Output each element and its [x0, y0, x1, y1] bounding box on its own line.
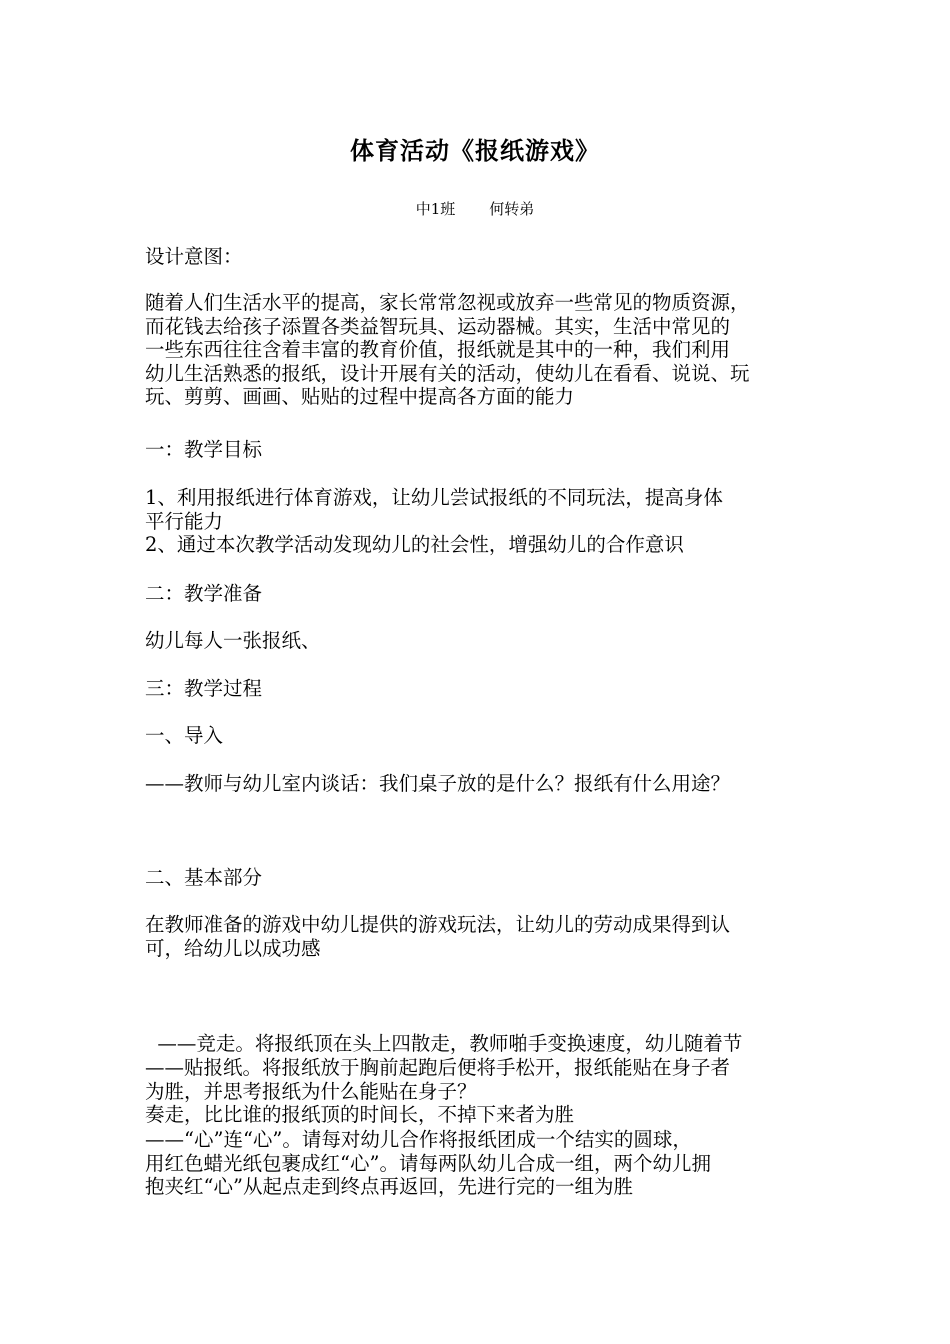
paragraph-line: 在教师准备的游戏中幼儿提供的游戏玩法，让幼儿的劳动成果得到认: [145, 913, 731, 936]
game-heart-to-heart: [145, 1128, 815, 1199]
paragraph-line: 而花钱去给孩子添置各类益智玩具、运动器械。其实，生活中常见的: [145, 314, 731, 338]
goal-list: [145, 486, 815, 557]
paragraph-line: 用红色蜡光纸包裹成红“心”。请每两队幼儿合成一组，两个幼儿拥: [145, 1151, 711, 1175]
basic-heading: 二、基本部分: [145, 866, 263, 889]
paragraph-line: 幼儿生活熟悉的报纸，设计开展有关的活动，使幼儿在看看、说说、玩: [145, 361, 750, 385]
byline: [0, 198, 950, 220]
paragraph-line: ——竞走。将报纸顶在头上四散走，教师啪手变换速度，幼儿随着节: [145, 1032, 743, 1055]
author-name: 何转弟: [489, 200, 535, 218]
document-title: 体育活动《报纸游戏》: [350, 136, 600, 165]
intro-text: ——教师与幼儿室内谈话：我们桌子放的是什么？报纸有什么用途？: [145, 772, 731, 795]
goal-item-line: 平行能力: [145, 509, 224, 533]
design-heading: 设计意图：: [145, 245, 243, 268]
paragraph-line: 为胜，并思考报纸为什么能贴在身子？: [145, 1079, 477, 1103]
game-stick-newspaper: [145, 1056, 815, 1103]
basic-paragraph: [145, 913, 815, 960]
paragraph-line: 随着人们生活水平的提高，家长常常忽视或放弃一些常见的物质资源，: [145, 291, 750, 314]
goal-heading: 一：教学目标: [145, 438, 263, 461]
paragraph-line: 玩、剪剪、画画、贴贴的过程中提高各方面的能力: [145, 385, 575, 408]
paragraph-line: 可，给幼儿以成功感: [145, 936, 321, 960]
prep-text: 幼儿每人一张报纸、: [145, 629, 321, 652]
design-paragraph: [145, 291, 815, 409]
class-name: 中1班: [415, 200, 456, 218]
prep-heading: 二：教学准备: [145, 582, 263, 605]
process-heading: 三：教学过程: [145, 677, 263, 700]
paragraph-line: 奏走，比比谁的报纸顶的时间长，不掉下来者为胜: [145, 1102, 575, 1126]
paragraph-line: 一些东西往往含着丰富的教育价值，报纸就是其中的一种，我们利用: [145, 338, 731, 361]
paragraph-line: 抱夹红“心”从起点走到终点再返回，先进行完的一组为胜: [145, 1175, 633, 1198]
paragraph-line: ——“心”连“心”。请每对幼儿合作将报纸团成一个结实的圆球，: [145, 1128, 692, 1151]
intro-heading: 一、导入: [145, 724, 224, 747]
goal-item-line: 1、利用报纸进行体育游戏，让幼儿尝试报纸的不同玩法，提高身体: [145, 486, 723, 509]
goal-item: 2、通过本次教学活动发现幼儿的社会性，增强幼儿的合作意识: [145, 533, 684, 556]
paragraph-line: ——贴报纸。将报纸放于胸前起跑后便将手松开，报纸能贴在身子者: [145, 1056, 731, 1079]
